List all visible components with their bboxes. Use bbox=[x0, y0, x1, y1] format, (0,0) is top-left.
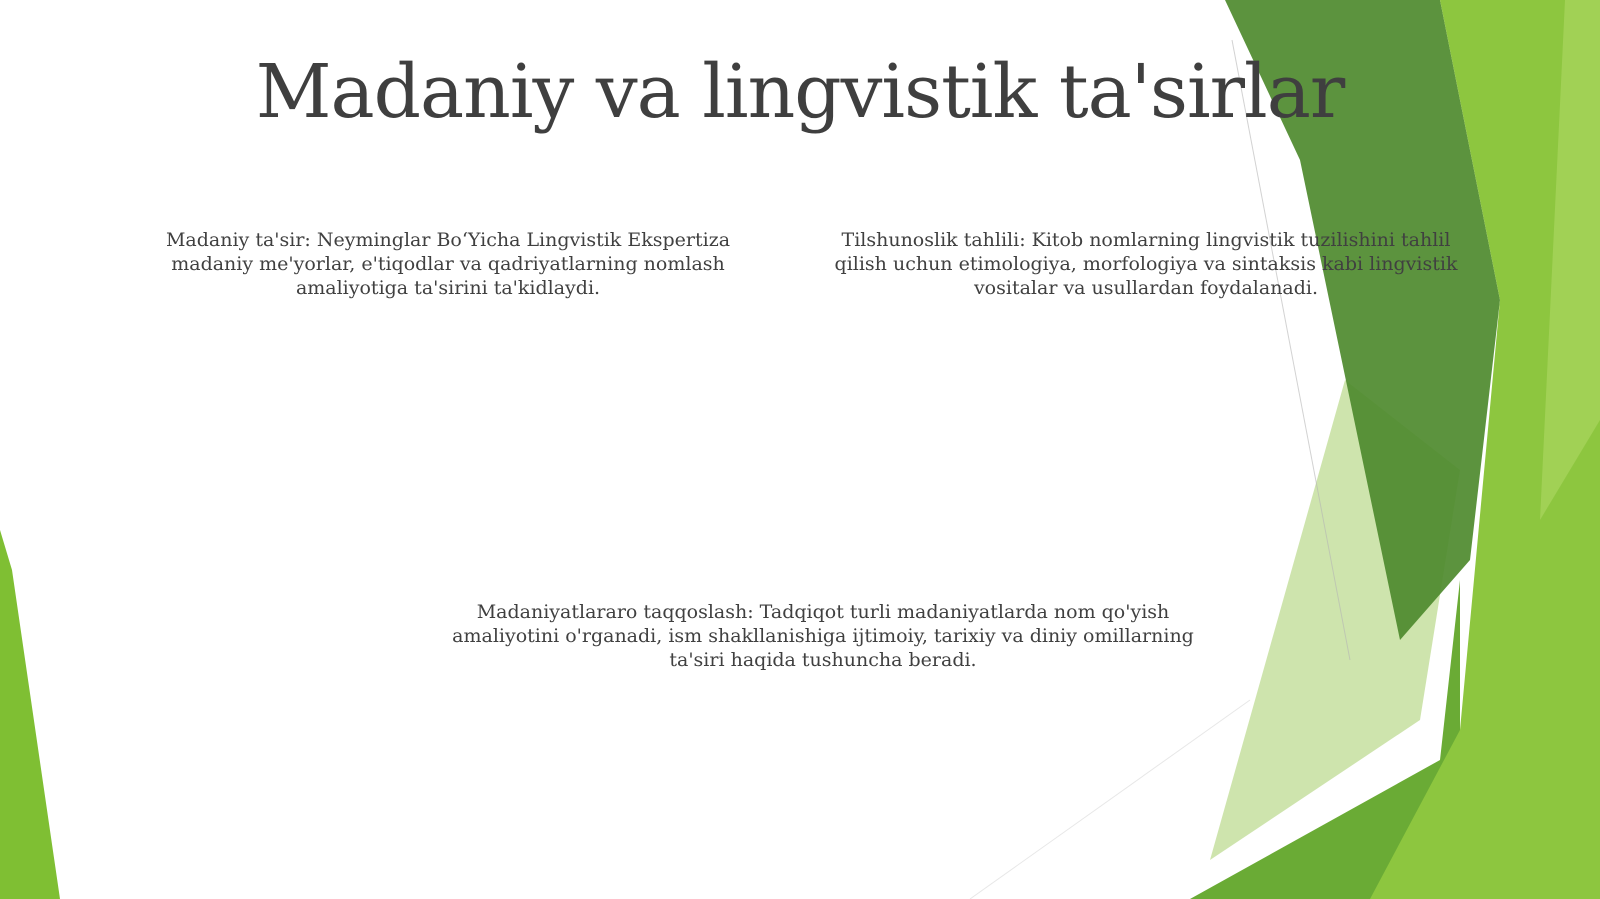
thin-diagonal-line-2 bbox=[970, 700, 1250, 899]
slide-title: Madaniy va lingvistik ta'sirlar bbox=[255, 49, 1345, 135]
left-green-wedge bbox=[0, 530, 60, 899]
cross-cultural-comparison-text: Madaniyatlararo taqqoslash: Tadqiqot turli madaniyatlarda nom qo'yish amaliyotini o'rganadi, ism shakllanishiga ijtimoiy, tarixiy va diniy omillarning ta'siri haqida tushuncha beradi. bbox=[452, 601, 1194, 671]
cultural-impact-text: Madaniy ta'sir: Neyminglar Bo‘Yicha Lingvistik Ekspertiza madaniy me'yorlar, e'tiqodlar va qadriyatlarning nomlash amaliyotiga ta'sirini ta'kidlaydi. bbox=[165, 229, 731, 299]
linguistic-analysis-text: Tilshunoslik tahlili: Kitob nomlarning lingvistik tuzilishini tahlil qilish uchun etimologiya, morfologiya va sintaksis kabi lingvistik vositalar va usullardan foydalanadi. bbox=[834, 229, 1458, 299]
